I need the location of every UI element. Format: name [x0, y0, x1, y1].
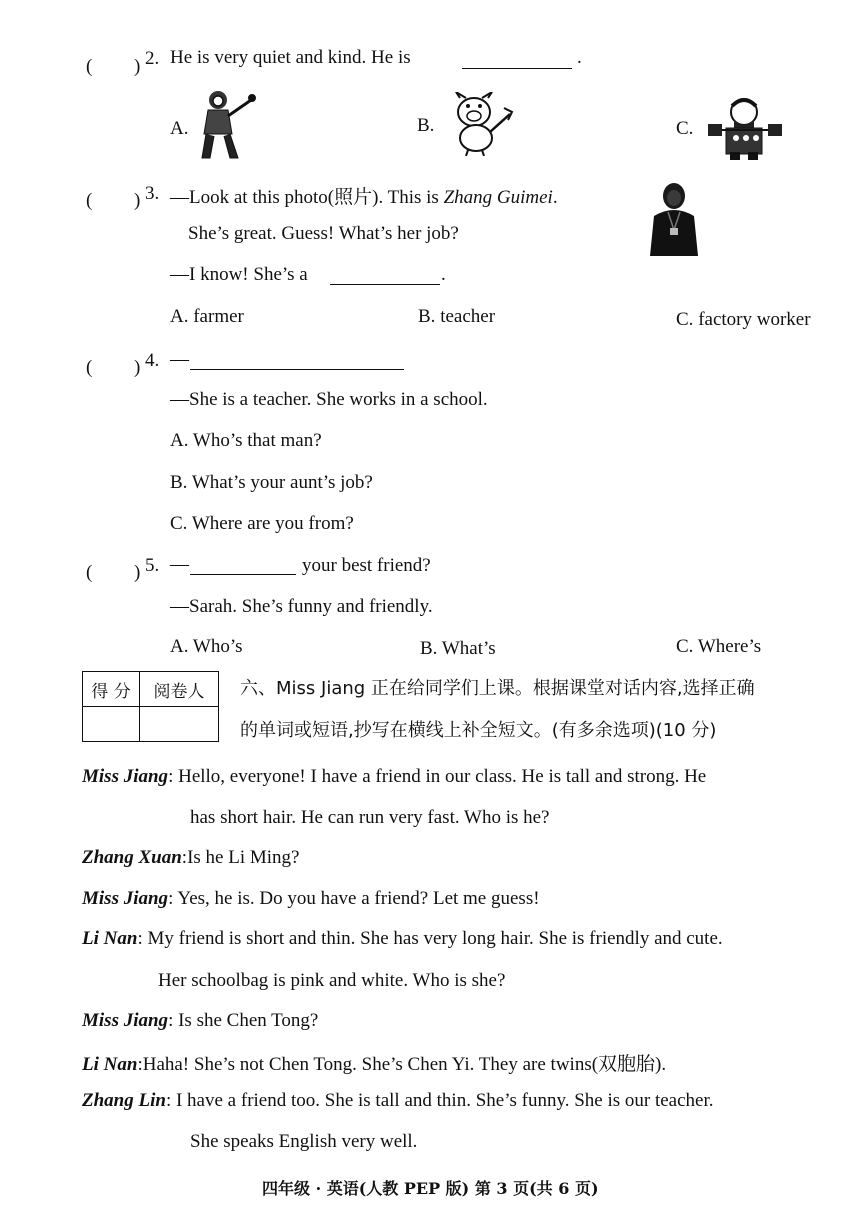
q3-name: Zhang Guimei	[443, 187, 553, 208]
q5-option-c-letter: C.	[676, 636, 694, 657]
q3-line3: —I know! She’s a	[170, 264, 308, 285]
q3-answer-blank	[330, 268, 440, 285]
q2-option-b-letter: B.	[417, 115, 435, 136]
section6-title-line2: 的单词或短语,抄写在横线上补全短文。(有多余选项)(10 分)	[240, 720, 717, 741]
q5-option-a[interactable]	[170, 636, 243, 658]
dialogue-line-4	[82, 928, 723, 950]
score-header: 得 分	[83, 672, 140, 707]
dialogue-line-2	[82, 847, 299, 869]
speaker-colon: :	[168, 1010, 174, 1031]
q4-option-a-letter: A.	[170, 430, 189, 451]
q2-paren-open: (	[86, 56, 93, 77]
speaker-name: Zhang Xuan	[82, 847, 182, 868]
score-cell[interactable]	[83, 707, 140, 742]
q5-option-b-letter: B.	[420, 638, 438, 659]
q4-option-c[interactable]	[170, 513, 354, 535]
q2-stem: He is very quiet and kind. He is	[170, 47, 411, 68]
q4-option-b-text: What’s your aunt’s job?	[191, 472, 373, 493]
q5-option-c[interactable]	[676, 636, 761, 658]
speaker-name: Li Nan	[82, 928, 138, 949]
q5-option-a-letter: A.	[170, 636, 189, 657]
dialogue-line-4-cont: Her schoolbag is pink and white. Who is she?	[158, 970, 506, 991]
q3-line3-end: .	[441, 264, 446, 285]
pig-icon	[448, 92, 514, 156]
q4-answer-blank	[190, 353, 404, 370]
q4-option-b-letter: B.	[170, 472, 188, 493]
q3-option-c[interactable]	[676, 309, 811, 331]
q3-option-b[interactable]	[418, 306, 495, 328]
speaker-colon: :	[181, 847, 188, 868]
dialogue-line-5	[82, 1010, 318, 1032]
q2-option-c-letter: C.	[676, 118, 694, 139]
grader-header: 阅卷人	[140, 672, 219, 707]
dialogue-line-7	[82, 1090, 714, 1112]
dialogue-text: Is he Li Ming?	[187, 847, 300, 868]
q3-line1-end: .	[552, 187, 558, 208]
q5-dash: —	[170, 554, 189, 575]
monkey-king-icon	[194, 86, 258, 162]
q4-dash: —	[170, 349, 189, 370]
q5-paren-open: (	[86, 562, 93, 583]
q3-option-a-letter: A.	[170, 306, 189, 327]
q2-answer-blank	[462, 52, 572, 69]
woman-photo-icon	[648, 180, 700, 258]
q3-option-b-letter: B.	[418, 306, 436, 327]
dialogue-text: Yes, he is. Do you have a friend? Let me guess!	[177, 888, 540, 909]
dialogue-text: Hello, everyone! I have a friend in our class. He is tall and strong. He	[178, 766, 707, 787]
dialogue-line-1	[82, 766, 706, 788]
dialogue-text: Haha! She’s not Chen Tong. She’s Chen Yi. They are twins(双胞胎).	[142, 1054, 667, 1075]
speaker-name: Miss Jiang	[82, 1010, 169, 1031]
q3-line1	[170, 182, 558, 209]
q4-number: 4.	[145, 350, 160, 371]
q5-answer-blank	[190, 558, 296, 575]
q5-line2: —Sarah. She’s funny and friendly.	[170, 596, 433, 617]
dialogue-text: Is she Chen Tong?	[178, 1010, 319, 1031]
speaker-colon: :	[137, 1054, 143, 1075]
q5-number: 5.	[145, 555, 160, 576]
q3-line2: She’s great. Guess! What’s her job?	[188, 223, 459, 244]
q2-paren-close: )	[134, 56, 141, 77]
q3-paren-open: (	[86, 190, 93, 211]
dialogue-line-3	[82, 888, 540, 910]
q3-option-c-letter: C.	[676, 309, 694, 330]
q5-option-b[interactable]	[420, 638, 496, 660]
speaker-name: Zhang Lin	[82, 1090, 166, 1111]
speaker-colon: :	[137, 928, 143, 949]
dialogue-line-7-cont: She speaks English very well.	[190, 1131, 418, 1152]
q3-paren-close: )	[134, 190, 141, 211]
q3-line1-text: —Look at this photo(照片). This is	[170, 187, 444, 208]
q5-option-c-text: Where’s	[697, 636, 762, 657]
grader-cell[interactable]	[140, 707, 219, 742]
q5-option-b-text: What’s	[441, 638, 496, 659]
q4-paren-close: )	[134, 357, 141, 378]
q2-option-a-letter: A.	[170, 118, 189, 139]
q5-paren-close: )	[134, 562, 141, 583]
speaker-name: Miss Jiang	[82, 766, 169, 787]
speaker-colon: :	[168, 766, 174, 787]
score-box	[82, 671, 219, 742]
q3-option-b-text: teacher	[440, 306, 496, 327]
q5-option-a-text: Who’s	[192, 636, 243, 657]
page-footer: 四年级 · 英语(人教 PEP 版) 第 3 页(共 6 页)	[262, 1179, 599, 1198]
q3-option-a-text: farmer	[193, 306, 244, 327]
sha-monk-icon	[706, 94, 784, 160]
q3-option-c-text: factory worker	[698, 309, 811, 330]
q4-option-a-text: Who’s that man?	[192, 430, 322, 451]
q4-option-a[interactable]	[170, 430, 322, 452]
q4-option-c-text: Where are you from?	[191, 513, 354, 534]
q4-option-c-letter: C.	[170, 513, 188, 534]
q3-number: 3.	[145, 183, 160, 204]
q2-stem-end: .	[577, 47, 582, 68]
speaker-name: Li Nan	[82, 1054, 138, 1075]
dialogue-text: I have a friend too. She is tall and thin. She’s funny. She is our teacher.	[175, 1090, 714, 1111]
q2-number: 2.	[145, 48, 160, 69]
q3-option-a[interactable]	[170, 306, 244, 328]
speaker-colon: :	[168, 888, 174, 909]
section6-title-line1: 六、Miss Jiang 正在给同学们上课。根据课堂对话内容,选择正确	[240, 678, 755, 699]
speaker-name: Miss Jiang	[82, 888, 169, 909]
q4-line2: —She is a teacher. She works in a school.	[170, 389, 488, 410]
speaker-colon: :	[165, 1090, 172, 1111]
q4-paren-open: (	[86, 357, 93, 378]
dialogue-line-1-cont: has short hair. He can run very fast. Who is he?	[190, 807, 550, 828]
section6-title	[240, 668, 755, 752]
q4-option-b[interactable]	[170, 472, 373, 494]
dialogue-text: My friend is short and thin. She has very long hair. She is friendly and cute.	[147, 928, 723, 949]
q5-line1: your best friend?	[302, 555, 431, 576]
dialogue-line-6	[82, 1049, 666, 1076]
